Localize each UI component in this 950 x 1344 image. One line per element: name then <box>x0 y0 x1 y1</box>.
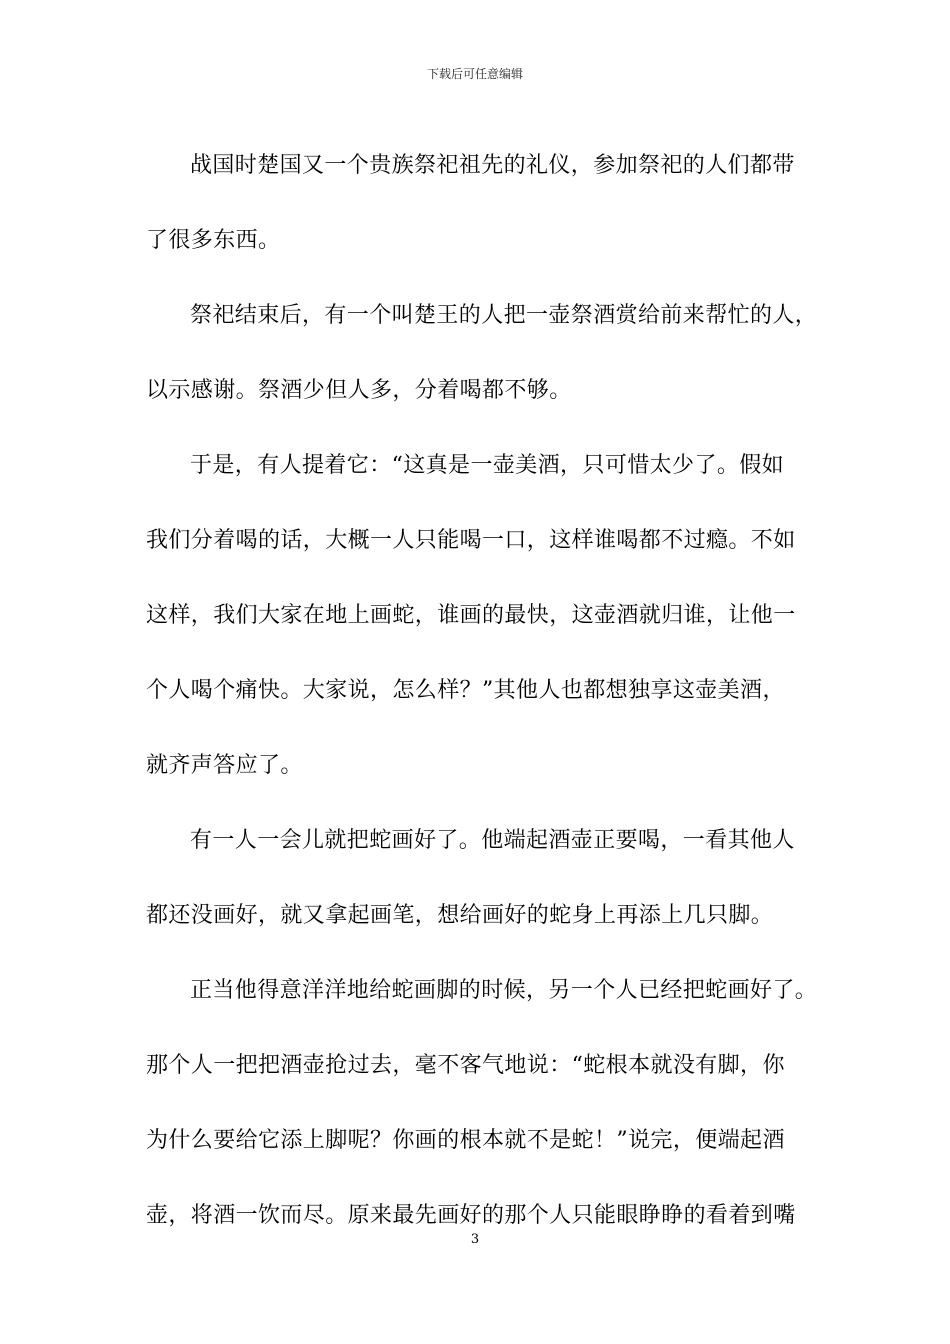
text-line: 正当他得意洋洋地给蛇画脚的时候，另一个人已经把蛇画好了。 <box>190 978 818 1003</box>
paragraph-2 <box>146 278 826 428</box>
page-header <box>0 66 950 82</box>
paragraph-4 <box>146 803 826 953</box>
page-number: 3 <box>470 1232 480 1247</box>
text-line: 于是，有人提着它：“这真是一壶美酒，只可惜太少了。假如 <box>190 453 785 478</box>
text-line: 那个人一把把酒壶抢过去，毫不客气地说：“蛇根本就没有脚，你 <box>146 1053 785 1078</box>
text-line: 个人喝个痛快。大家说，怎么样？”其他人也都想独享这壶美酒， <box>146 678 785 703</box>
text-line: 壶，将酒一饮而尽。原来最先画好的那个人只能眼睁睁的看着到嘴 <box>146 1203 796 1228</box>
text-line: 了很多东西。 <box>146 228 281 253</box>
document-body <box>146 128 826 1253</box>
text-line: 祭祀结束后，有一个叫楚王的人把一壶祭酒赏给前来帮忙的人， <box>190 303 818 328</box>
paragraph-1 <box>146 128 826 278</box>
text-line: 以示感谢。祭酒少但人多，分着喝都不够。 <box>146 378 572 403</box>
text-line: 就齐声答应了。 <box>146 753 303 778</box>
paragraph-5 <box>146 953 826 1253</box>
text-line: 战国时楚国又一个贵族祭祀祖先的礼仪，参加祭祀的人们都带 <box>190 153 795 178</box>
text-line: 这样，我们大家在地上画蛇，谁画的最快，这壶酒就归谁，让他一 <box>146 603 796 628</box>
text-line: 有一人一会儿就把蛇画好了。他端起酒壶正要喝，一看其他人 <box>190 828 795 853</box>
text-line: 为什么要给它添上脚呢？你画的根本就不是蛇！”说完，便端起酒 <box>146 1128 785 1153</box>
paragraph-3 <box>146 428 826 803</box>
text-line: 我们分着喝的话，大概一人只能喝一口，这样谁喝都不过瘾。不如 <box>146 528 796 553</box>
text-line: 都还没画好，就又拿起画笔，想给画好的蛇身上再添上几只脚。 <box>146 903 774 928</box>
header-text: 下载后可任意编辑 <box>426 67 523 81</box>
